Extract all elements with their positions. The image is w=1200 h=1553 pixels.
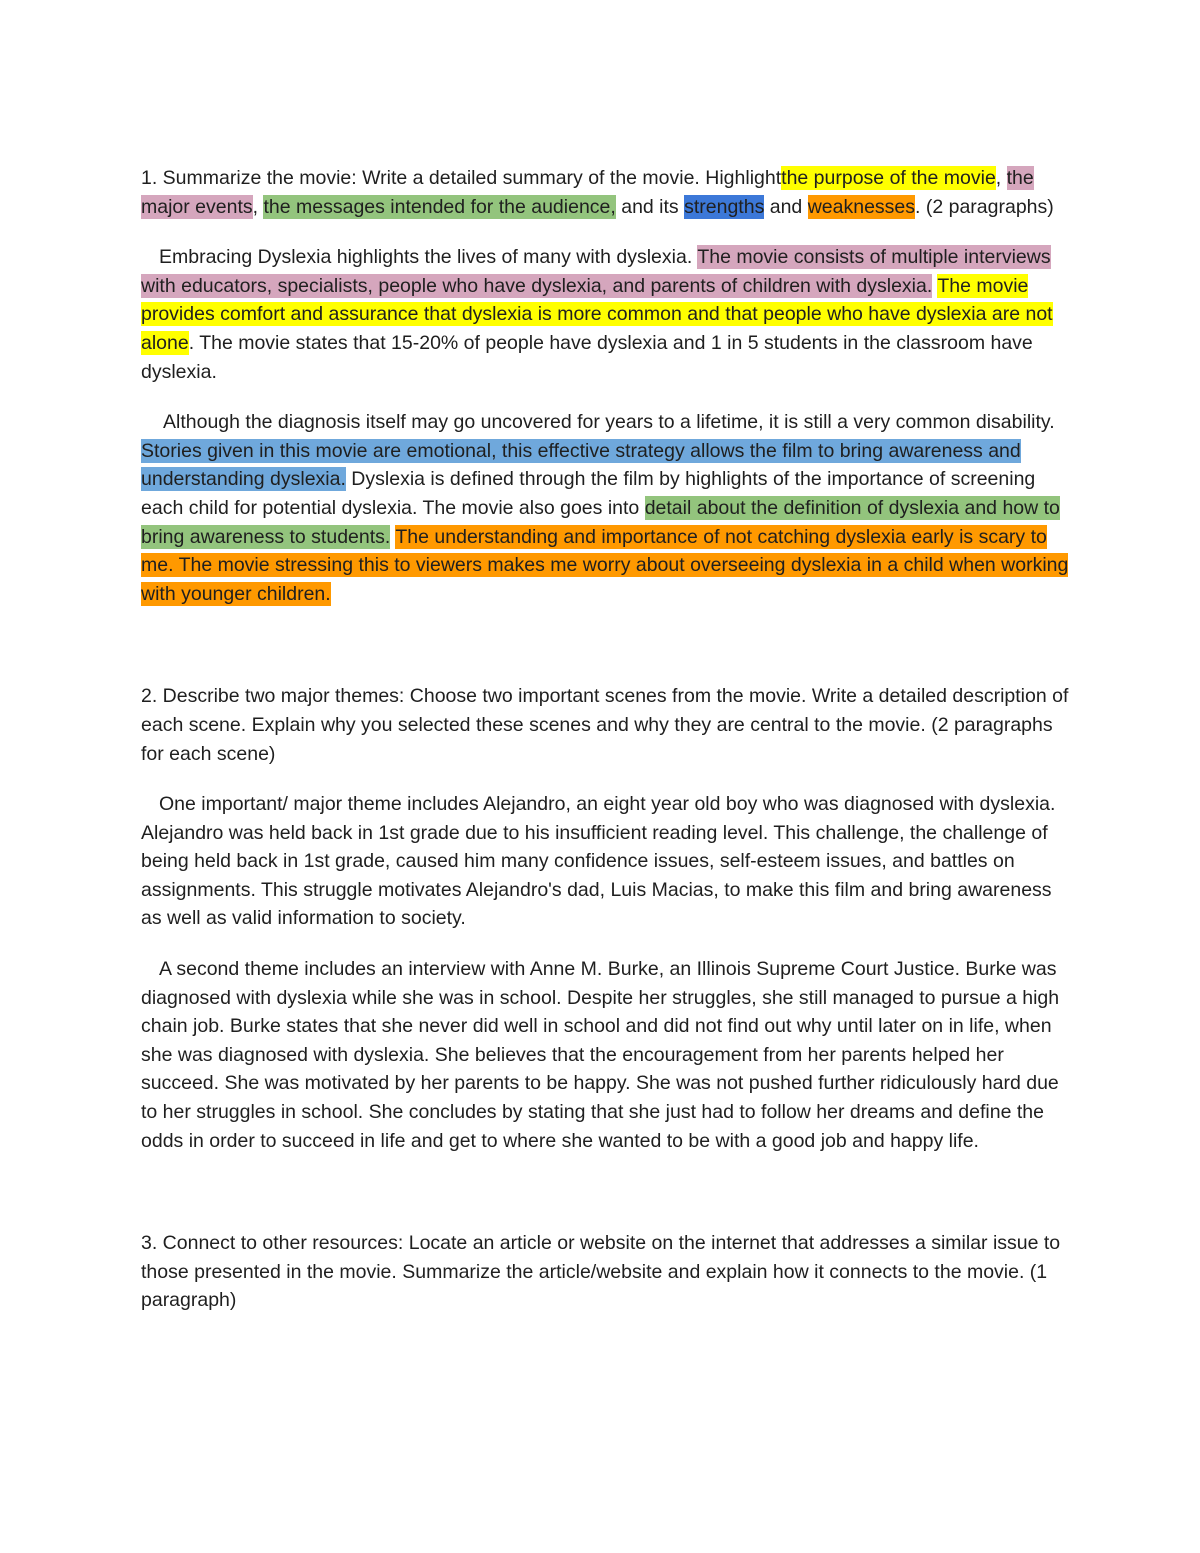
a1p2-text-1: Although the diagnosis itself may go uncovered for years to a lifetime, it is still a very common disability. — [163, 411, 1055, 434]
highlight-purpose: the purpose of the movie — [781, 167, 996, 189]
highlight-major-events: the major events — [141, 167, 1034, 218]
a1p1-highlight-events: The movie consists of multiple interviews with educators, specialists, people who have dyslexia, and parents of children with dyslexia. — [141, 246, 1051, 297]
highlight-weaknesses: weaknesses — [807, 195, 916, 218]
q1-comma-1: , — [995, 167, 1007, 189]
a1p1-text-1: Embracing Dyslexia highlights the lives of many with dyslexia. — [159, 246, 698, 269]
highlight-messages: the messages intended for the audience, — [263, 195, 616, 218]
a1p2-text-2: Dyslexia is defined through the film by highlights of the importance of screening each child for potential dyslexia. The movie also goes into — [141, 468, 1036, 519]
highlight-strengths: strengths — [684, 195, 765, 218]
q1-and-its: and its — [615, 195, 685, 218]
a1p1-text-2: . The movie states that 15-20% of people have dyslexia and 1 in 5 students in the classroom have dyslexia. — [141, 331, 1033, 383]
a1p2-highlight-strengths: Stories given in this movie are emotional, this effective strategy allows the film to bring awareness and understanding dyslexia. — [141, 439, 1021, 491]
answer-2-paragraph-2: A second theme includes an interview with Anne M. Burke, an Illinois Supreme Court Justice. Burke was diagnosed with dyslexia while she was in school. Despite her struggles, she still managed to pursue a high chain job. Burke states that she never did well in school and did not find out why until later on in life, when she was diagnosed with dyslexia. She believes that the encouragement from her parents helped her succeed. She was motivated by her parents to be happy. She was not pushed further ridiculously hard due to her struggles in school. She concludes by stating that she just had to follow her dreams and define the odds in order to succeed in life and get to where she wanted to be with a good job and happy life. — [141, 958, 1060, 1152]
question-1-prompt — [141, 164, 1071, 221]
question-3-prompt: 3. Connect to other resources: Locate an article or website on the internet that addresses a similar issue to those presented in the movie. Summarize the article/website and explain how it connects to the movie. (1 paragraph) — [141, 1232, 1061, 1312]
a1p1-highlight-purpose: The movie provides comfort and assurance that dyslexia is more common and that people who have dyslexia are not alone — [141, 274, 1053, 354]
q1-prompt-start: 1. Summarize the movie: Write a detailed summary of the movie. Highlight — [141, 167, 782, 189]
document-body — [141, 164, 1071, 1315]
answer-1-paragraph-2 — [141, 408, 1071, 608]
a1p2-highlight-weaknesses: The understanding and importance of not catching dyslexia early is scary to me. The movie stressing this to viewers makes me worry about overseeing dyslexia in a child when working with younger children. — [141, 525, 1069, 605]
answer-2-paragraph-1: One important/ major theme includes Alejandro, an eight year old boy who was diagnosed with dyslexia. Alejandro was held back in 1st grade due to his insufficient reading level. This challenge, the challenge of being held back in 1st grade, caused him many confidence issues, self-esteem issues, and battles on assignments. This struggle motivates Alejandro's dad, Luis Macias, to make this film and bring awareness as well as valid information to society. — [141, 793, 1056, 930]
a1p2-highlight-messages: detail about the definition of dyslexia and how to bring awareness to students. — [141, 496, 1060, 548]
q1-comma-2: , — [252, 195, 264, 218]
q1-prompt-end: . (2 paragraphs) — [915, 195, 1054, 218]
q1-and: and — [764, 195, 808, 218]
answer-1-paragraph-1 — [141, 243, 1071, 386]
question-2-prompt: 2. Describe two major themes: Choose two important scenes from the movie. Write a detailed description of each scene. Explain why you selected these scenes and why they are central to the movie. (2 paragraphs for each scene) — [141, 685, 1069, 765]
